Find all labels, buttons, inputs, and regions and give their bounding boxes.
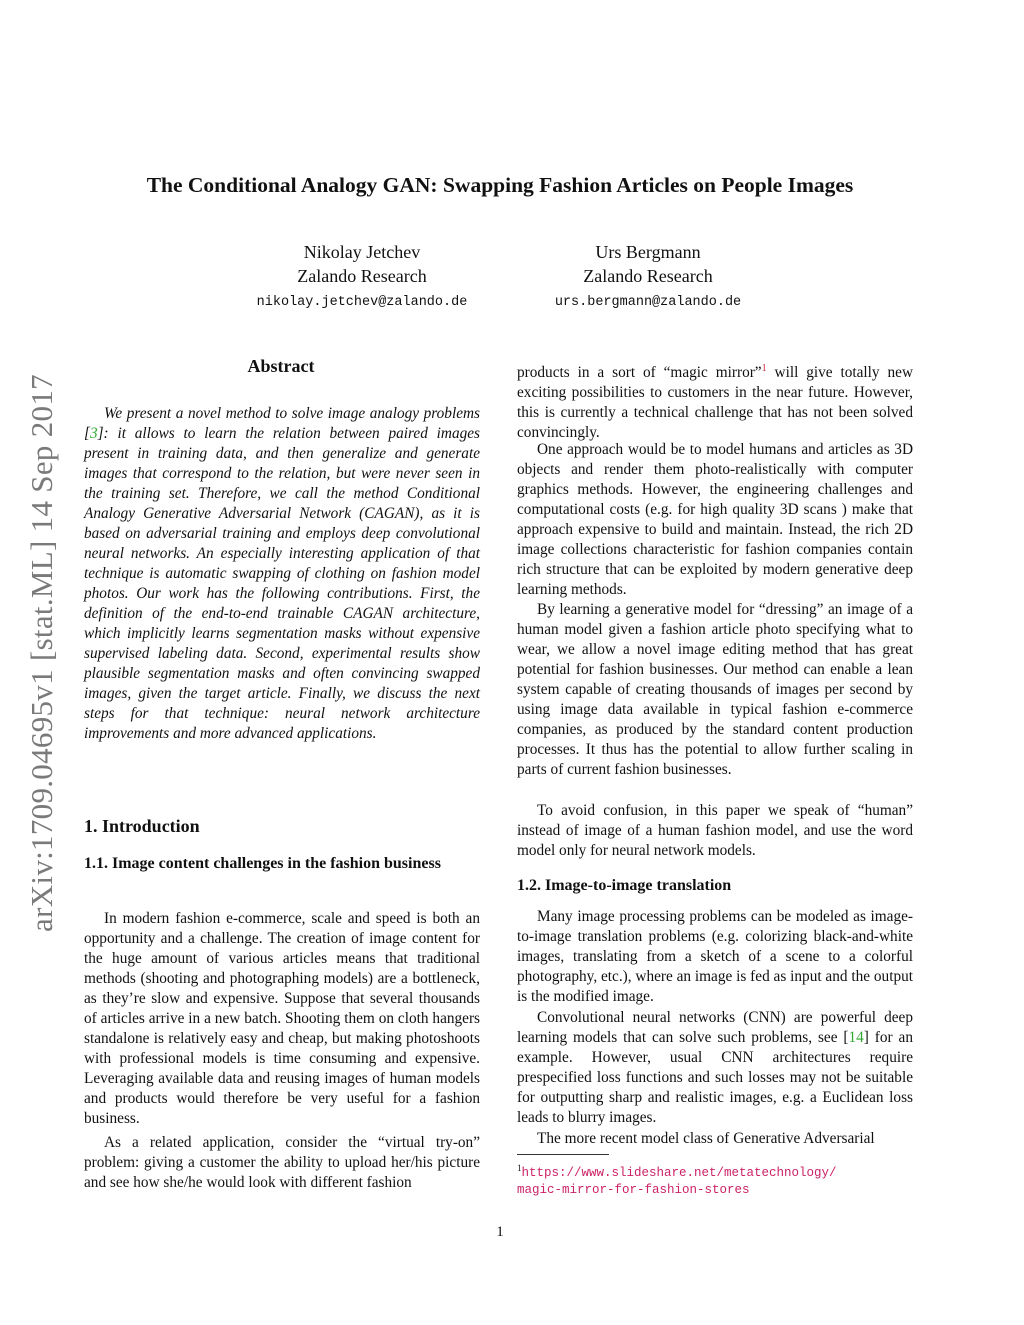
paragraph-right-3: To avoid confusion, in this paper we speak of “human” instead of image of a human fashion model, and use the word model only for neural network models. (517, 802, 913, 859)
paper-title: The Conditional Analogy GAN: Swapping Fashion Articles on People Images (146, 173, 854, 197)
page-number: 1 (496, 1224, 504, 1240)
footnote-link-continued[interactable]: magic-mirror-for-fashion-stores (517, 1183, 750, 1198)
paragraph-translation-1: Many image processing problems can be modeled as image-to-image translation problems (e.g. colorizing black-and-white images, translating from a sketch of a scene to a colorful photography, etc.), where an image is fed as input and the output is the modified image. (517, 908, 913, 1005)
abstract-heading: Abstract (247, 356, 315, 376)
paragraph-right-2: By learning a generative model for “dressing” an image of a human model given a fashion article photo specifying what to wear, we allow a novel image editing method that has great potential for fashion businesses. Our method can enable a lean system capable of creating thousands of images per second by using image data available in typical fashion e-commerce companies, as produced by the standard content production processes. It thus has the potential to allow further scaling in parts of current fashion businesses. (517, 601, 913, 778)
section-heading-introduction: 1. Introduction (84, 816, 200, 836)
paragraph-right-1: One approach would be to model humans and articles as 3D objects and render them photo-realistically with computer graphics methods. However, the engineering challenges and computational costs (e.g. for high quality 3D scans ) make that approach expensive to build and maintain. Instead, the rich 2D image collections characteristic for fashion companies contain rich structure that can be exploited by modern generative deep learning methods. (517, 441, 913, 598)
paragraph-right-0: products in a sort of “magic mirror”$^1$ will give totally new exciting possibilities to customers in the near future. However, this is currently a technical challenge that has not been solved convincingly. (517, 363, 913, 442)
author-affiliation: Zalando Research (583, 266, 713, 286)
footnote-number: 1 (517, 1163, 522, 1173)
paragraph-intro-1: In modern fashion e-commerce, scale and speed is both an opportunity and a challenge. The creation of image content for the huge amount of various articles means that traditional methods (shooting and photographing models) are a bottleneck, as they’re slow and expensive. Suppose that several thousands of articles arrive in a new batch. Shooting them on cloth hangers standalone is relatively easy and cheap, but making photoshoots with professional models is time consuming and expensive. Leveraging available data and reusing images of human models and products would therefore be very useful for a fashion business. (84, 910, 480, 1127)
citation-link[interactable]: 14 (848, 1029, 864, 1046)
author-name: Nikolay Jetchev (303, 242, 421, 262)
subsection-heading-1-1: 1.1. Image content challenges in the fashion business (84, 855, 441, 872)
paragraph-translation-2: Convolutional neural networks (CNN) are powerful deep learning models that can solve such problems, see [14] for an example. However, usual CNN architectures require prespecified loss functions and such losses may not be suitable for outputting sharp and realistic images, e.g. a Euclidean loss leads to blurry images. (517, 1009, 913, 1126)
footnote-link[interactable]: https://www.slideshare.net/metatechnology/ (521, 1166, 837, 1181)
author-email[interactable]: nikolay.jetchev@zalando.de (256, 295, 468, 310)
paragraph-translation-3: The more recent model class of Generative Adversarial (537, 1130, 875, 1147)
footnote (517, 1160, 917, 1198)
paragraph-intro-2: As a related application, consider the “virtual try-on” problem: giving a customer the ability to upload her/his picture and see how she/he would look with different fashion (84, 1134, 480, 1191)
footnote-divider (517, 1154, 609, 1155)
author-email[interactable]: urs.bergmann@zalando.de (554, 295, 742, 310)
author-affiliation: Zalando Research (297, 266, 427, 286)
footnote-marker[interactable]: 1 (761, 363, 767, 374)
subsection-heading-1-2: 1.2. Image-to-image translation (517, 877, 732, 894)
citation-link[interactable]: 3 (89, 425, 98, 442)
arxiv-identifier: arXiv:1709.04695v1 [stat.ML] 14 Sep 2017 (24, 374, 60, 932)
author-2 (518, 240, 778, 312)
abstract-body: We present a novel method to solve image analogy problems [3]: it allows to learn the relation between paired images present in training data, and then generalize and generate images that correspond to the relation, but were never seen in the training set. Therefore, we call the method Conditional Analogy Generative Adversarial Network (CAGAN), as it is based on adversarial training and employs deep convolutional neural networks. An especially interesting application of that technique is automatic swapping of clothing on fashion model photos. Our work has the following contributions. First, the definition of the end-to-end trainable CAGAN architecture, which implicitly learns segmentation masks without expensive supervised labeling data. Second, experimental results show plausible segmentation masks and often convincing swapped images, given the target article. Finally, we discuss the next steps for that technique: neural network architecture improvements and more advanced applications. (84, 405, 480, 742)
author-name: Urs Bergmann (595, 242, 701, 262)
author-1 (232, 240, 492, 312)
